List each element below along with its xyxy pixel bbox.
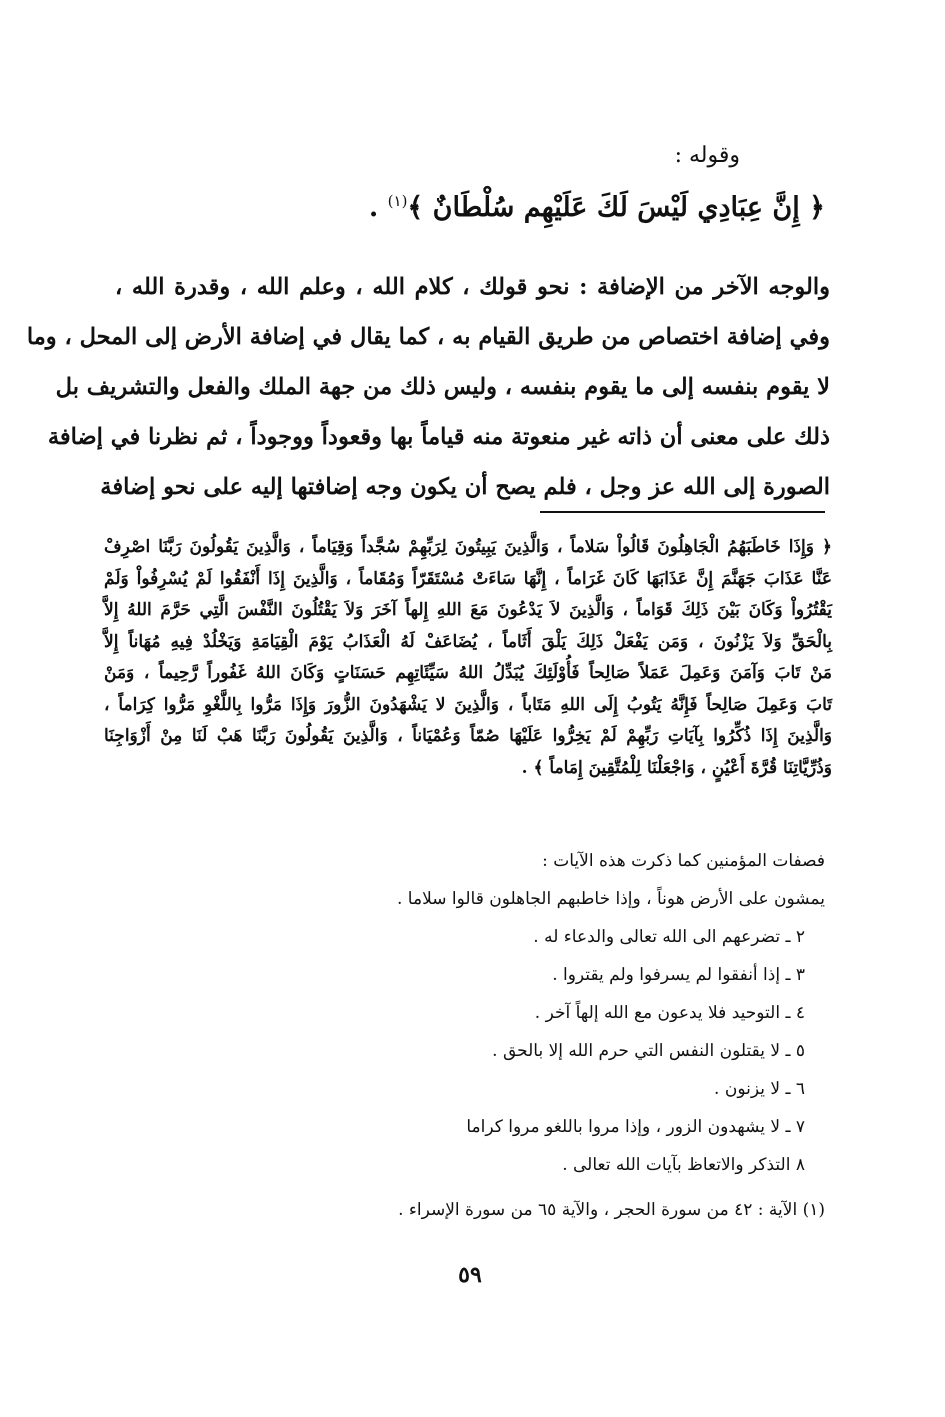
footnote-divider xyxy=(540,511,825,513)
page-number: ٥٩ xyxy=(458,1262,482,1288)
verse-line: تَابَ وَعَمِلَ صَالِحاً فَإِنَّهُ يَتُوبُ إِلَى اللهِ مَتَاباً ، وَالَّذِينَ لا يَشْهَدُونَ الزُّورَ وَإِذَا مَرُّوا بِاللَّغْوِ مَرُّوا كِرَاماً ، xyxy=(104,694,832,715)
main-line: والوجه الآخر من الإضافة : نحو قولك ، كلام الله ، وعلم الله ، وقدرة الله ، xyxy=(115,274,830,300)
list-heading: فصفات المؤمنين كما ذكرت هذه الآيات : xyxy=(542,851,825,871)
verse-line: عَنَّا عَذَابَ جَهَنَّمَ إِنَّ عَذَابَهَا كَانَ غَرَاماً ، إِنَّهَا سَاءَتْ مُسْتَقَرّاً وَمُقَاماً ، وَالَّذِينَ إِذَا أَنْفَقُوا لَمْ يُسْرِفُواْ وَلَمْ xyxy=(104,568,832,589)
verse-line: وَالَّذِينَ إِذَا ذُكِّرُوا بِآيَاتِ رَبِّهِمْ لَمْ يَخِرُّوا عَلَيْهَا صُمّاً وَعُمْيَاناً ، وَالَّذِينَ يَقُولُونَ رَبَّنَا هَبْ لَنَا مِنْ أَزْوَاجِنَا xyxy=(104,726,832,746)
main-line: ذلك على معنى أن ذاته غير منعوتة منه قياماً بها وقعوداً ووجوداً ، ثم نظرنا في إضافة xyxy=(47,424,830,450)
quran-quote xyxy=(369,192,825,223)
list-item: ٤ ـ التوحيد فلا يدعون مع الله إلهاً آخر . xyxy=(534,1003,805,1023)
list-item: ٢ ـ تضرعهم الى الله تعالى والدعاء له . xyxy=(533,927,805,947)
verse-line: يَقْتُرُواْ وَكَانَ بَيْنَ ذَلِكَ قَوَاماً ، وَالَّذِينَ لاَ يَدْعُونَ مَعَ اللهِ إِلهاً آخَرَ وَلاَ يَقْتُلُونَ النَّفْسَ الَّتِي حَرَّمَ اللهُ إِلاَّ xyxy=(104,600,832,620)
main-line: وفي إضافة اختصاص من طريق القيام به ، كما يقال في إضافة الأرض إلى المحل ، وما xyxy=(26,324,830,350)
quote-tail: . xyxy=(368,192,388,223)
footnote-ref: (١) xyxy=(387,192,408,210)
list-item: ٣ ـ إذا أنفقوا لم يسرفوا ولم يقتروا . xyxy=(552,965,805,985)
verse-footnote xyxy=(104,532,832,784)
quote-text: ﴿ إِنَّ عِبَادِي لَيْسَ لَكَ عَلَيْهِم سُلْطَانٌ ﴾ xyxy=(407,192,825,223)
verse-line: بِالْحَقِّ وَلاَ يَزْنُونَ ، وَمَن يَفْعَلْ ذَلِكَ يَلْقَ أَثَاماً ، يُضَاعَفْ لَهُ الْعَذَابُ يَوْمَ الْقِيَامَةِ وَيَخْلُدْ فِيهِ مُهَاناً إِلاَّ xyxy=(104,631,832,652)
believers-attributes-list xyxy=(125,842,825,1184)
verse-line: مَنْ تَابَ وَآمَنَ وَعَمِلَ عَمَلاً صَالِحاً فَأُوْلَئِكَ يُبَدِّلُ اللهُ سَيِّئَاتِهِم حَسَنَاتٍ وَكَانَ اللهُ غَفُوراً رَّحِيماً ، وَمَنْ xyxy=(104,663,832,683)
source-footnote: (١) الآية : ٤٢ من سورة الحجر ، والآية ٦٥ من سورة الإسراء . xyxy=(398,1200,825,1220)
verse-line: ﴿ وَإِذَا خَاطَبَهُمُ الْجَاهِلُونَ قَالُواْ سَلاماً ، وَالَّذِينَ يَبِيتُونَ لِرَبِّهِمْ سُجَّداً وَقِيَاماً ، وَالَّذِينَ يَقُولُونَ رَبَّنَا اصْرِفْ xyxy=(104,537,832,557)
verse-line: وَذُرِّيَّاتِنَا قُرَّةَ أَعْيُنٍ ، وَاجْعَلْنَا لِلْمُتَّقِينَ إِمَاماً ﴾ . xyxy=(521,757,832,778)
list-item: ٨ التذكر والاتعاظ بآيات الله تعالى . xyxy=(562,1155,805,1175)
main-line: لا يقوم بنفسه إلى ما يقوم بنفسه ، وليس ذلك من جهة الملك والفعل والتشريف بل xyxy=(55,374,830,400)
list-item: ٧ ـ لا يشهدون الزور ، وإذا مروا باللغو مروا كراما xyxy=(466,1117,805,1137)
main-paragraph xyxy=(26,262,830,512)
list-item: يمشون على الأرض هوناً ، وإذا خاطبهم الجاهلون قالوا سلاما . xyxy=(396,889,825,909)
main-line: الصورة إلى الله عز وجل ، فلم يصح أن يكون وجه إضافتها إليه على نحو إضافة xyxy=(100,474,830,500)
intro-text: وقوله : xyxy=(674,143,740,168)
list-item: ٥ ـ لا يقتلون النفس التي حرم الله إلا بالحق . xyxy=(492,1041,805,1061)
list-item: ٦ ـ لا يزنون . xyxy=(714,1079,805,1099)
